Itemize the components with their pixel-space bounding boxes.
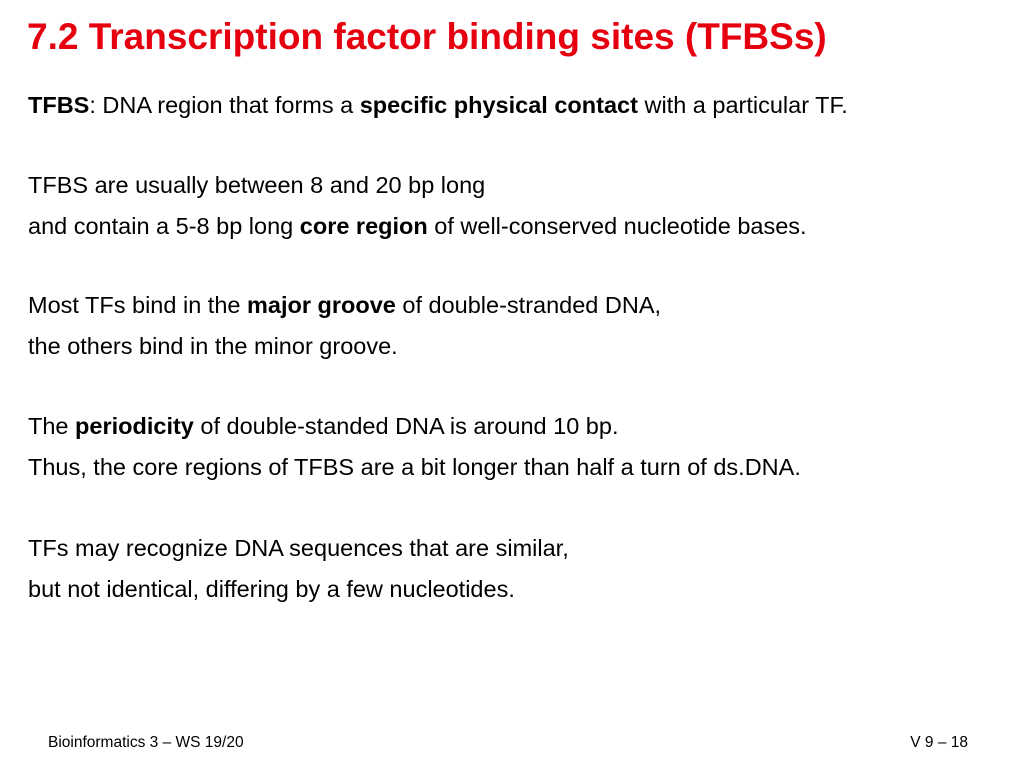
groove-line-1 xyxy=(28,285,661,326)
length-line-2-a: and contain a 5-8 bp long xyxy=(28,213,300,239)
paragraph-groove xyxy=(28,285,661,367)
definition-text-a: : DNA region that forms a xyxy=(89,92,360,118)
emphasis-specific-contact: specific physical contact xyxy=(359,92,638,118)
paragraph-periodicity xyxy=(28,406,801,488)
periodicity-line-1-b: of double-standed DNA is around 10 bp. xyxy=(193,413,619,439)
length-line-2 xyxy=(28,206,807,247)
emphasis-major-groove: major groove xyxy=(247,292,396,318)
recognition-line-1: TFs may recognize DNA sequences that are similar, xyxy=(28,535,569,561)
paragraph-tfbs-length xyxy=(28,165,807,247)
emphasis-core-region: core region xyxy=(299,213,428,239)
emphasis-periodicity: periodicity xyxy=(75,413,194,439)
groove-line-2: the others bind in the minor groove. xyxy=(28,333,398,359)
recognition-line-2: but not identical, differing by a few nucleotides. xyxy=(28,576,515,602)
periodicity-line-1 xyxy=(28,406,801,447)
groove-line-1-a: Most TFs bind in the xyxy=(28,292,247,318)
slide-title: 7.2 Transcription factor binding sites (TFBSs) xyxy=(27,16,827,57)
paragraph-recognition xyxy=(28,528,569,610)
definition-text-b: with a particular TF. xyxy=(637,92,848,118)
length-line-2-b: of well-conserved nucleotide bases. xyxy=(427,213,807,239)
definition-line xyxy=(28,85,848,126)
periodicity-line-1-a: The xyxy=(28,413,76,439)
footer-course: Bioinformatics 3 – WS 19/20 xyxy=(48,734,244,751)
footer-page-number: V 9 – 18 xyxy=(910,734,968,751)
term-tfbs: TFBS xyxy=(28,92,90,118)
periodicity-line-2: Thus, the core regions of TFBS are a bit longer than half a turn of ds.DNA. xyxy=(28,454,801,480)
paragraph-tfbs-definition xyxy=(28,85,848,126)
length-line-1: TFBS are usually between 8 and 20 bp long xyxy=(28,172,486,198)
groove-line-1-b: of double-stranded DNA, xyxy=(395,292,662,318)
